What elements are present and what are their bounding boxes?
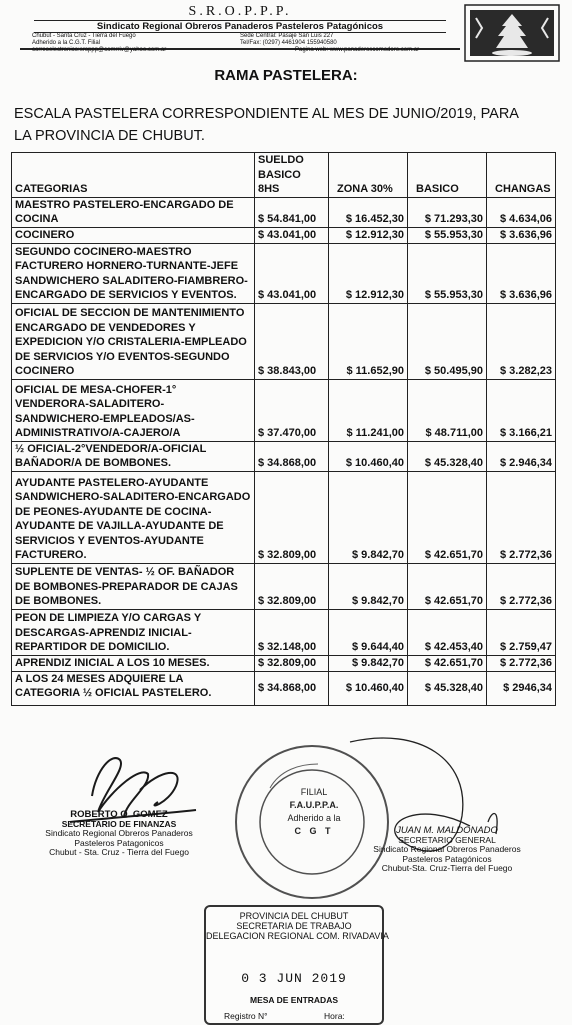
row-category: OFICIAL DE MESA-CHOFER-1° VENDERORA-SALADITERO-SANDWICHERO-EMPLEADOS/AS-ADMINISTRATIVO/A-CAJERO/A [12,379,255,441]
row-sueldo: $ 32.809,00 [255,655,329,671]
row-changas: $ 2.759,47 [487,609,556,655]
row-zona: $ 9.842,70 [329,655,408,671]
table-row [12,563,556,609]
row-changas: $ 2.946,34 [487,441,556,471]
row-basico: $ 42.651,70 [408,471,487,563]
row-basico: $ 71.293,30 [408,197,487,227]
table-row [12,379,556,441]
header-address: Sede Central: Pasaje San Luis 227 [240,33,334,39]
union-logo [464,4,560,62]
row-zona: $ 12.912,30 [329,243,408,303]
col-header-category: CATEGORIAS [12,153,255,198]
table-row [12,303,556,379]
table-row [12,441,556,471]
signature-block-left [44,810,194,858]
row-changas: $ 3.636,96 [487,243,556,303]
row-basico: $ 45.328,40 [408,441,487,471]
row-category: AYUDANTE PASTELERO-AYUDANTE SANDWICHERO-SALADITERO-ENCARGADO DE PEONES-AYUDANTE DE COCINA-AYUDANTE DE VAJILLA-AYUDANTE DE SERVICIOS Y EVENTOS-AYUDANTE FACTURERO. [12,471,255,563]
header-email: correoelectronico:sroppp@comrriv@yahoo.com.ar [32,47,167,53]
stamp-time-label: Hora: [324,1011,345,1021]
table-row [12,227,556,243]
signer-org: Sindicato Regional Obreros Panaderos [45,828,193,838]
row-sueldo: $ 37.470,00 [255,379,329,441]
row-changas: $ 2.772,36 [487,563,556,609]
col-header-basico: BASICO [408,153,487,198]
stamp-province: PROVINCIA DEL CHUBUT [239,911,349,921]
row-zona: $ 12.912,30 [329,227,408,243]
row-category: MAESTRO PASTELERO-ENCARGADO DE COCINA [12,197,255,227]
row-sueldo: $ 38.843,00 [255,303,329,379]
row-basico: $ 55.953,30 [408,227,487,243]
header-website: Pagina web: www.panaderoscomodoro.com.ar [295,47,420,53]
header-phone: Tel/Fax: (0297) 4461904 155940580 [240,40,337,46]
col-header-zona: ZONA 30% [329,153,408,198]
table-row [12,243,556,303]
signer-name: ROBERTO O. GOMEZ [70,809,168,820]
row-changas: $ 3.636,96 [487,227,556,243]
table-row [12,671,556,705]
row-zona: $ 16.452,30 [329,197,408,227]
table-row [12,471,556,563]
seal-line: F.A.U.P.P.A. [289,800,339,810]
row-changas: $ 4.634,06 [487,197,556,227]
row-basico: $ 55.953,30 [408,243,487,303]
row-category: SEGUNDO COCINERO-MAESTRO FACTURERO HORNERO-TURNANTE-JEFE SANDWICHERO SALADITERO-FIAMBRERO-ENCARGADO DE SERVICIOS Y EVENTOS. [12,243,255,303]
row-category: SUPLENTE DE VENTAS- ½ OF. BAÑADOR DE BOMBONES-PREPARADOR DE CAJAS DE BOMBONES. [12,563,255,609]
row-basico: $ 42.651,70 [408,655,487,671]
org-acronym: S.R.O.P.P.P. [188,4,292,19]
table-row [12,655,556,671]
org-name: Sindicato Regional Obreros Panaderos Pasteleros Patagónicos [34,20,446,33]
document-subtitle: ESCALA PASTELERA CORRESPONDIENTE AL MES DE JUNIO/2019, PARA LA PROVINCIA DE CHUBUT. [14,106,519,144]
seal-line: FILIAL [300,787,328,797]
signer-role: SECRETARIO GENERAL [398,834,496,845]
row-sueldo: $ 32.809,00 [255,471,329,563]
header-affiliation: Adherido a la C.G.T. Filial [32,40,101,46]
row-zona: $ 10.460,40 [329,671,408,705]
seal-line: Adherido a la [287,813,341,823]
row-zona: $ 10.460,40 [329,441,408,471]
row-sueldo: $ 43.041,00 [255,227,329,243]
signer-org: Pasteleros Patagonicos [74,837,164,848]
row-category: APRENDIZ INICIAL A LOS 10 MESES. [12,655,255,671]
signature-block-right [362,826,532,874]
signer-org: Pasteleros Patagónicos [402,853,492,864]
entry-stamp [204,905,389,1025]
row-changas: $ 3.166,21 [487,379,556,441]
signer-name: JUAN M. MALDONADO [396,825,498,836]
row-sueldo: $ 43.041,00 [255,243,329,303]
row-category: A LOS 24 MESES ADQUIERE LA CATEGORIA ½ OFICIAL PASTELERO. [12,671,255,705]
row-sueldo: $ 32.148,00 [255,609,329,655]
signer-org: Sindicato Regional Obreros Panaderos [373,844,521,854]
salary-scale-table [11,152,556,706]
row-category: ½ OFICIAL-2°VENDEDOR/A-OFICIAL BAÑADOR/A DE BOMBONES. [12,441,255,471]
table-row [12,609,556,655]
table-header-row [12,153,556,198]
row-basico: $ 48.711,00 [408,379,487,441]
signer-region: Chubut - Sta. Cruz - Tierra del Fuego [49,847,189,857]
stamp-date: 0 3 JUN 2019 [241,971,347,986]
row-changas: $ 3.282,23 [487,303,556,379]
row-basico: $ 42.651,70 [408,563,487,609]
row-category: COCINERO [12,227,255,243]
seal-line: C G T [294,826,334,836]
row-sueldo: $ 54.841,00 [255,197,329,227]
row-basico: $ 42.453,40 [408,609,487,655]
round-seal-text [264,786,364,838]
row-sueldo: $ 32.809,00 [255,563,329,609]
table-row [12,197,556,227]
row-sueldo: $ 34.868,00 [255,671,329,705]
stamp-registry-label: Registro N° [224,1011,268,1021]
col-header-changas: CHANGAS [487,153,556,198]
stamp-desk: MESA DE ENTRADAS [250,995,338,1005]
row-changas: $ 2.772,36 [487,655,556,671]
row-basico: $ 45.328,40 [408,671,487,705]
row-zona: $ 11.652,90 [329,303,408,379]
row-changas: $ 2.772,36 [487,471,556,563]
row-zona: $ 11.241,00 [329,379,408,441]
row-zona: $ 9.644,40 [329,609,408,655]
row-sueldo: $ 34.868,00 [255,441,329,471]
stamp-secretariat: SECRETARIA DE TRABAJO [236,921,352,931]
stamp-delegation: DELEGACION REGIONAL COM. RIVADAVIA [206,931,389,941]
row-category: PEON DE LIMPIEZA Y/O CARGAS Y DESCARGAS-APRENDIZ INICIAL-REPARTIDOR DE DOMICILIO. [12,609,255,655]
letterhead [20,4,460,53]
document-title: RAMA PASTELERA: [214,67,358,84]
row-category: OFICIAL DE SECCION DE MANTENIMIENTO ENCARGADO DE VENDEDORES Y EXPEDICION Y/O CRISTALERIA-EMPLEADO DE SERVICIOS Y/O EVENTOS-SEGUNDO COCINERO [12,303,255,379]
col-header-sueldo: SUELDO BASICO 8HS [255,153,329,198]
signer-region: Chubut-Sta. Cruz-Tierra del Fuego [381,863,513,873]
row-basico: $ 50.495,90 [408,303,487,379]
signer-role: SECRETARIO DE FINANZAS [61,818,177,829]
row-zona: $ 9.842,70 [329,563,408,609]
row-zona: $ 9.842,70 [329,471,408,563]
row-changas: $ 2946,34 [487,671,556,705]
header-region: Chubut - Santa Cruz - Tierra del Fuego [32,33,136,39]
